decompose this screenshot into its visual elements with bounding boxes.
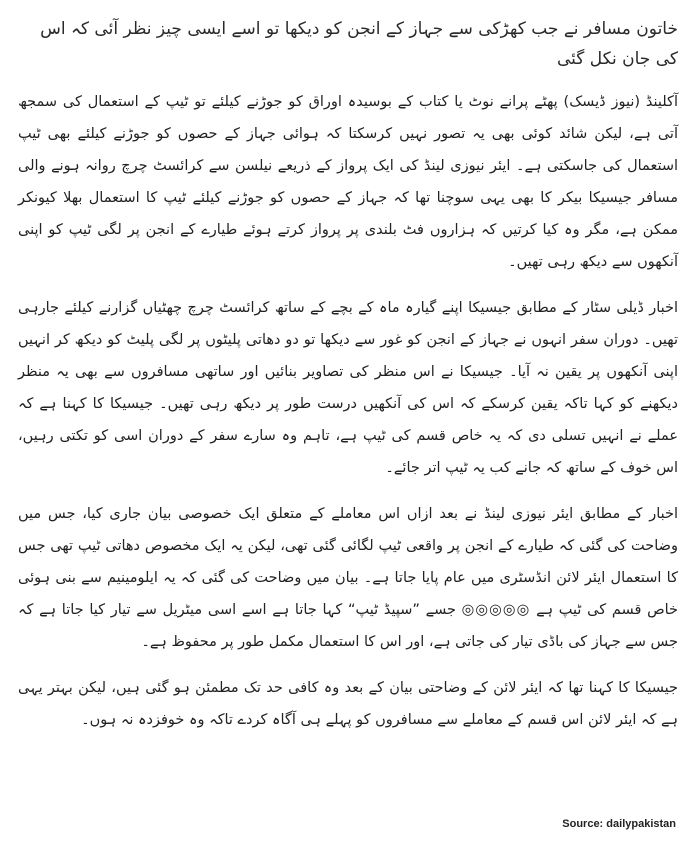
article bbox=[18, 14, 678, 750]
article-headline: خاتون مسافر نے جب کھڑکی سے جہاز کے انجن کو دیکھا تو اسے ایسی چیز نظر آئی کہ اس کی جان نکل گئی bbox=[40, 19, 678, 69]
source-label: Source: bbox=[562, 818, 604, 830]
article-paragraph-1: آکلینڈ (نیوز ڈیسک) پھٹے پرانے نوٹ یا کتاب کے بوسیدہ اوراق کو جوڑنے کیلئے تو ٹیپ کے استعمال کی سمجھ آتی ہے، لیکن شائد کوئی بھی یہ تصور نہیں کرسکتا کہ ہوائی جہاز کے حصوں کو جوڑنے کیلئے بھی ٹیپ استعمال کی جاسکتی ہے۔ ایئر نیوزی لینڈ کی ایک پرواز کے ذریعے نیلسن سے کرائسٹ چرچ روانہ ہونے والی مسافر جیسیکا بیکر کا بھی یہی سوچنا تھا کہ جہاز کے حصوں کو جوڑنے کیلئے ٹیپ کا استعمال بھلا کیونکر ممکن ہے، مگر وہ کیا کرتیں کہ ہزاروں فٹ بلندی پر پرواز کرتے ہوئے طیارے کے انجن پر لگی ٹیپ کو اپنی آنکھوں سے دیکھ رہی تھیں۔ bbox=[18, 94, 678, 270]
article-paragraph-4: جیسیکا کا کہنا تھا کہ ایئر لائن کے وضاحتی بیان کے بعد وہ کافی حد تک مطمئن ہو گئی ہیں، لیکن بہتر یہی ہے کہ ایئر لائن اس قسم کے معاملے سے مسافروں کو پہلے ہی آگاہ کردے تاکہ وہ خوفزدہ نہ ہوں۔ bbox=[18, 680, 678, 728]
source-name: dailypakistan bbox=[606, 818, 676, 830]
source-credit bbox=[562, 818, 676, 830]
article-paragraph-2: اخبار ڈیلی سٹار کے مطابق جیسیکا اپنے گیارہ ماہ کے بچے کے ساتھ کرائسٹ چرچ چھٹیاں گزارنے کیلئے جارہی تھیں۔ دوران سفر انہوں نے جہاز کے انجن کو غور سے دیکھا تو دو دھاتی پلیٹوں پر لگی پلیٹ کو دیکھ کر انہیں اپنی آنکھوں پر یقین نہ آیا۔ جیسیکا نے اس منظر کی تصاویر بنائیں اور ساتھی مسافروں سے بھی یہ منظر دیکھنے کو کہا تاکہ یقین کرسکے کہ اس کی آنکھیں درست طور پر دیکھ رہی تھیں۔ جیسیکا کا کہنا ہے کہ عملے نے انہیں تسلی دی کہ یہ خاص قسم کی ٹیپ ہے، تاہم وہ سارے سفر کے دوران اسی کو تکتی رہیں، اس خوف کے ساتھ کہ جانے کب یہ ٹیپ اتر جائے۔ bbox=[18, 300, 678, 476]
article-paragraph-3: اخبار کے مطابق ایئر نیوزی لینڈ نے بعد ازاں اس معاملے کے متعلق ایک خصوصی بیان جاری کیا، جس میں وضاحت کی گئی کہ طیارے کے انجن پر واقعی ٹیپ لگائی گئی تھی، لیکن یہ ایک مخصوص دھاتی ٹیپ تھی جس کا استعمال ایئر لائن انڈسٹری میں عام پایا جاتا ہے۔ بیان میں وضاحت کی گئی کہ یہ ایلومینیم سے بنی ہوئی خاص قسم کی ٹیپ ہے ◎◎◎◎◎ جسے ”سپیڈ ٹیپ“ کہا جاتا ہے اسے اسی میٹریل سے تیار کیا جاتا ہے کہ جس سے جہاز کی باڈی تیار کی جاتی ہے، اور اس کا استعمال مکمل طور پر محفوظ ہے۔ bbox=[18, 506, 678, 650]
